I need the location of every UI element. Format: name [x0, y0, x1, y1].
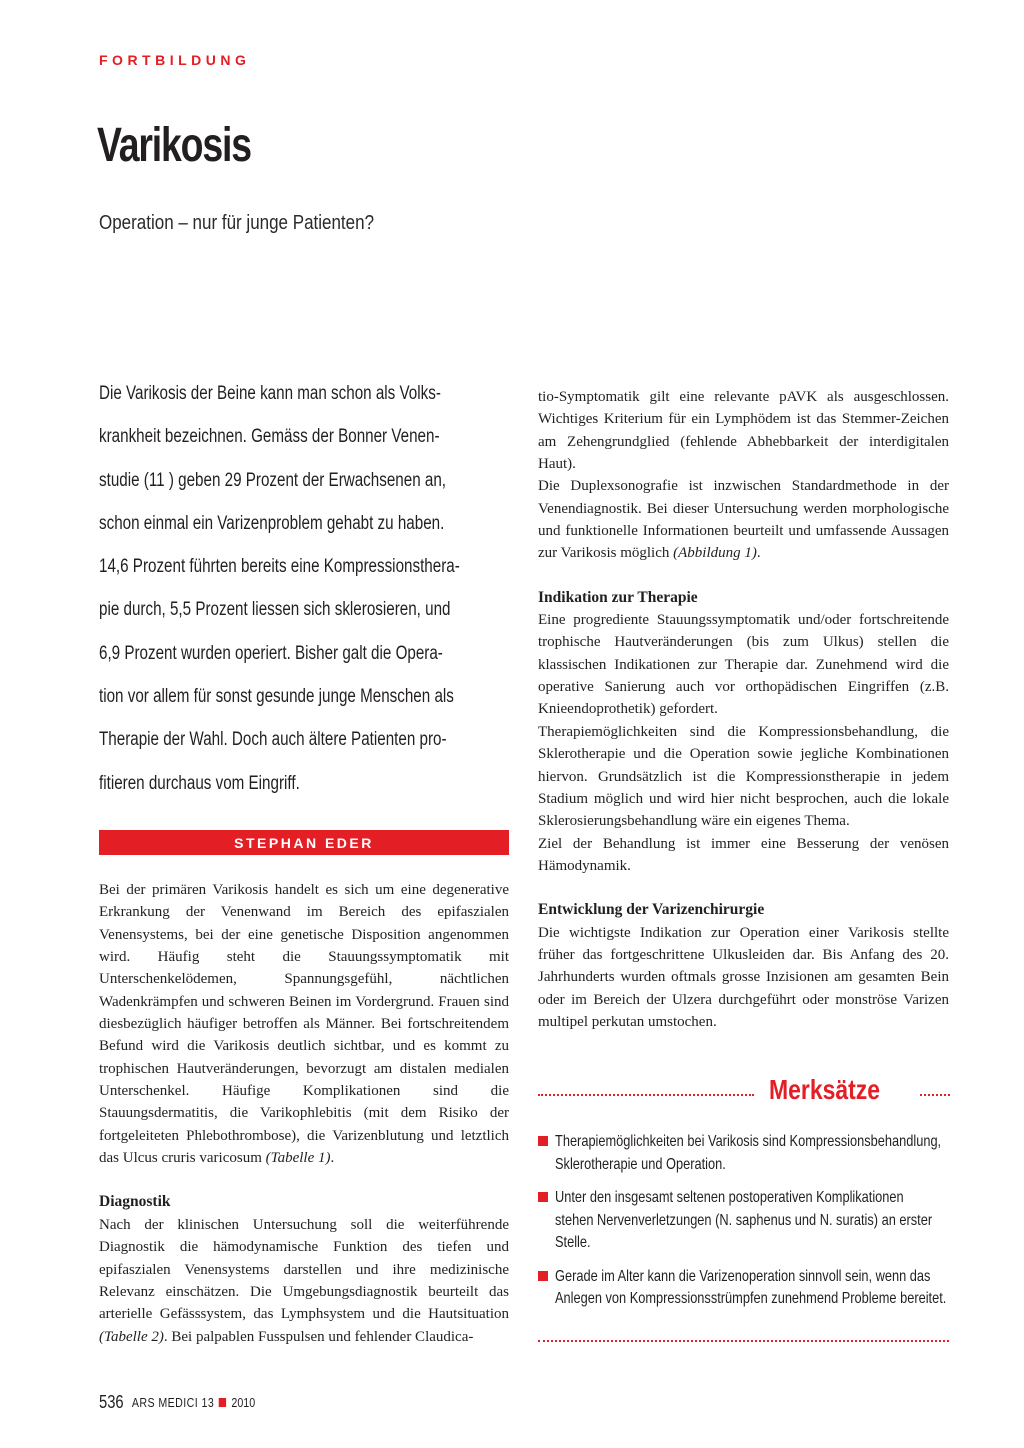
dotted-rule-left — [538, 1094, 754, 1096]
duplex-end: . — [756, 545, 761, 562]
diagnostik-end: . Bei palpablen Fusspulsen und fehlender Claudica- — [163, 1328, 474, 1345]
article-subtitle: Operation – nur für junge Patienten? — [99, 212, 375, 234]
page-number: 536 — [99, 1392, 124, 1412]
indikation-paragraph: Eine progrediente Stauungssymptomatik und/oder fortschreitende trophische Hautveränderungen (bis zum Ulkus) stellen die klassischen Indikationen zur Therapie dar. Zunehmend wird die operative Sanierung auch vor orthopädischen Eingriffen (z.B. Knieendoprothetik) gefordert. — [538, 612, 949, 718]
lead-line: Therapie der Wahl. Doch auch ältere Patienten pro- — [99, 729, 447, 751]
merksatz-item — [538, 1131, 958, 1176]
publication-year: 2010 — [231, 1395, 256, 1410]
therapie-paragraph: Therapiemöglichkeiten sind die Kompressionsbehandlung, die Sklerotherapie und die Operation sowie jegliche Kombinationen hiervon. Grundsätzlich ist die Kompressionstherapie in jedem Stadium möglich und wird hier nicht besprochen, auch die lokale Sklerosierungsbehandlung wäre ein eigenes Thema. — [538, 723, 949, 830]
journal-name: ARS MEDICI 13 — [131, 1395, 215, 1410]
lead-line: pie durch, 5,5 Prozent liessen sich sklerosieren, und — [99, 599, 451, 621]
heading-indikation: Indikation zur Therapie — [538, 588, 698, 606]
heading-diagnostik: Diagnostik — [99, 1193, 171, 1211]
merksaetze-title: Merksätze — [769, 1074, 881, 1105]
merksatz-line: Stelle. — [555, 1234, 591, 1251]
section-kicker: FORTBILDUNG — [99, 52, 251, 68]
duplex-text: Die Duplexsonografie ist inzwischen Standardmethode in der Venendiagnostik. Bei dieser Untersuchung werden morphologische und funktionelle Informationen beurteilt und umfassende Aussagen zur Varikosis möglich — [538, 478, 949, 562]
page-footer — [99, 1392, 255, 1413]
lead-paragraph — [99, 383, 499, 816]
lead-line: 14,6 Prozent führten bereits eine Kompressionsthera- — [99, 556, 460, 578]
lead-line: krankheit bezeichnen. Gemäss der Bonner Venen- — [99, 426, 440, 448]
intro-paragraph — [99, 879, 509, 1169]
lead-line: studie (11 ) geben 29 Prozent der Erwachsenen an, — [99, 469, 447, 491]
square-bullet-icon — [538, 1192, 548, 1202]
continuation-paragraph: tio-Symptomatik gilt eine relevante pAVK als ausgeschlossen. Wichtiges Kriterium für ein Lymphödem ist das Stemmer-Zeichen am Zehengrundglied (fehlende Abhebbarkeit der interdigitalen Haut). — [538, 389, 949, 473]
lead-line: fitieren durchaus vom Eingriff. — [99, 772, 300, 794]
square-separator-icon — [219, 1398, 226, 1407]
diagnostik-paragraph — [99, 1214, 509, 1348]
table-2-reference: (Tabelle 2) — [99, 1328, 164, 1345]
square-bullet-icon — [538, 1271, 548, 1281]
diagnostik-text: Nach der klinischen Untersuchung soll die weiterführende Diagnostik die hämodynamische Funktion des tiefen und epifaszialen Venensystems darstellen und ihre medizinische Relevanz einschätzen. Die Umgebungsdiagnostik beurteilt das arterielle Gefässsystem, das Lymphsystem und die Hautsituation — [99, 1216, 509, 1323]
figure-1-reference: (Abbildung 1) — [673, 545, 757, 562]
dotted-rule-right — [920, 1094, 950, 1096]
dotted-rule-bottom — [538, 1340, 949, 1342]
lead-line: 6,9 Prozent wurden operiert. Bisher galt die Opera- — [99, 642, 443, 664]
merksatz-line: Unter den insgesamt seltenen postoperativen Komplikationen — [555, 1189, 904, 1206]
entwicklung-paragraph: Die wichtigste Indikation zur Operation einer Varikosis stellte früher das fortgeschrittene Ulkusleiden dar. Bis Anfang des 20. Jahrhunderts wurden oftmals grosse Inzisionen am gesamten Bein oder im Bereich der Ulzera durchgeführt oder monströse Varizen multipel perkutan umstochen. — [538, 924, 949, 1030]
duplex-paragraph — [538, 475, 949, 564]
square-bullet-icon — [538, 1136, 548, 1146]
ziel-paragraph: Ziel der Behandlung ist immer eine Besserung der venösen Hämodynamik. — [538, 835, 949, 874]
lead-line: Die Varikosis der Beine kann man schon als Volks- — [99, 383, 441, 404]
lead-line: schon einmal ein Varizenproblem gehabt zu haben. — [99, 512, 445, 534]
table-1-reference: (Tabelle 1) — [265, 1150, 331, 1167]
author-bar: STEPHAN EDER — [99, 830, 509, 855]
intro-text: Bei der primären Varikosis handelt es sich um eine degenerative Erkrankung der Venenwand im Bereich des epifaszialen Venensystems, bei der eine genetische Disposition angenommen wird. Häufig steht die Stauungssymptomatik mit Unterschenkelödemen, Spannungsgefühl, nächtlichen Wadenkrämpfen und schweren Beinen im Vordergrund. Frauen sind diesbezüglich häufiger betroffen als Männer. Bei fortschreitendem Befund wird die Varikosis deutlich sichtbar, und es kommt zu trophischen Hautveränderungen, bevorzugt am distalen medialen Unterschenkel. Häufige Komplikationen sind die Stauungsdermatitis, die Varikophlebitis (mit dem Risiko der fortgeleiteten Phlebothrombose), die Varizenblutung und letztlich das Ulcus cruris varicosum — [99, 882, 509, 1167]
merksatz-line: Sklerotherapie und Operation. — [555, 1155, 726, 1173]
heading-entwicklung: Entwicklung der Varizenchirurgie — [538, 901, 765, 919]
lead-line: tion vor allem für sonst gesunde junge Menschen als — [99, 686, 454, 708]
left-column — [99, 879, 509, 1348]
merksaetze-list — [538, 1131, 958, 1322]
merksatz-line: stehen Nervenverletzungen (N. saphenus und N. suratis) an erster — [555, 1211, 933, 1229]
merksatz-line: Anlegen von Kompressionsstrümpfen zunehmend Probleme bereitet. — [555, 1290, 947, 1307]
intro-end: . — [330, 1150, 335, 1167]
merksatz-line: Therapiemöglichkeiten bei Varikosis sind Kompressionsbehandlung, — [555, 1133, 942, 1150]
merksatz-item — [538, 1266, 958, 1311]
merksatz-item — [538, 1187, 958, 1255]
merksatz-line: Gerade im Alter kann die Varizenoperation sinnvoll sein, wenn das — [555, 1267, 931, 1285]
right-column — [538, 386, 949, 1033]
merksaetze-header — [538, 1070, 949, 1110]
article-title: Varikosis — [97, 119, 251, 172]
